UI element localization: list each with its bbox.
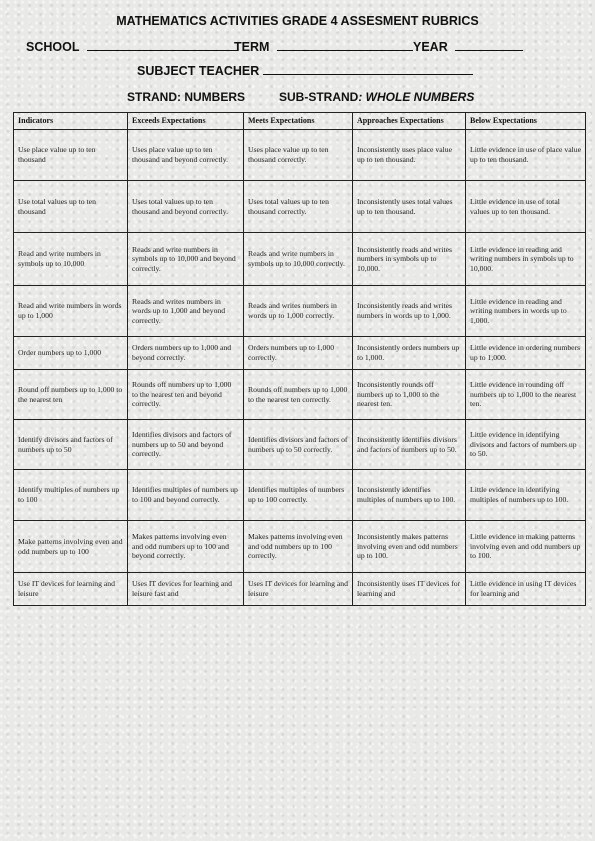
rubric-table-header — [14, 113, 586, 130]
teacher-field[interactable] — [263, 64, 473, 75]
rubric-table — [13, 112, 586, 606]
table-cell: Inconsistently identifies divisors and factors of numbers up to 50. — [353, 420, 466, 470]
table-cell: Little evidence in identifying multiples of numbers up to 100. — [466, 470, 586, 521]
table-cell: Uses IT devices for learning and leisure fast and — [128, 573, 244, 606]
table-cell: Rounds off numbers up to 1,000 to the nearest ten correctly. — [244, 370, 353, 420]
table-cell: Inconsistently orders numbers up to 1,000. — [353, 337, 466, 370]
substrand — [279, 90, 474, 104]
table-cell: Use place value up to ten thousand — [14, 130, 128, 181]
table-cell: Little evidence in making patterns involving even and odd numbers up to 100. — [466, 521, 586, 573]
table-row — [14, 573, 586, 606]
substrand-value: : WHOLE NUMBERS — [358, 90, 475, 104]
table-cell: Little evidence in use of total values up to ten thousand. — [466, 181, 586, 233]
table-cell: Reads and write numbers in symbols up to 10,000 and beyond correctly. — [128, 233, 244, 286]
table-cell: Makes patterns involving even and odd numbers up to 100 and beyond correctly. — [128, 521, 244, 573]
header-row — [14, 113, 586, 130]
table-cell: Reads and writes numbers in words up to 1,000 correctly. — [244, 286, 353, 337]
table-cell: Little evidence in reading and writing numbers in symbols up to 10,000. — [466, 233, 586, 286]
table-row — [14, 370, 586, 420]
table-cell: Uses total values up to ten thousand and beyond correctly. — [128, 181, 244, 233]
table-cell: Inconsistently reads and writes numbers in words up to 1,000. — [353, 286, 466, 337]
column-header: Below Expectations — [466, 113, 586, 130]
table-cell: Uses place value up to ten thousand and beyond correctly. — [128, 130, 244, 181]
column-header: Indicators — [14, 113, 128, 130]
table-cell: Inconsistently identifies multiples of numbers up to 100. — [353, 470, 466, 521]
strand-label: STRAND: NUMBERS — [127, 90, 245, 104]
table-cell: Reads and write numbers in symbols up to 10,000 correctly. — [244, 233, 353, 286]
table-cell: Make patterns involving even and odd numbers up to 100 — [14, 521, 128, 573]
table-cell: Inconsistently reads and writes numbers in symbols up to 10,000. — [353, 233, 466, 286]
table-cell: Order numbers up to 1,000 — [14, 337, 128, 370]
table-cell: Little evidence in reading and writing numbers in words up to 1,000. — [466, 286, 586, 337]
table-cell: Inconsistently rounds off numbers up to 1,000 to the nearest ten. — [353, 370, 466, 420]
table-cell: Identify multiples of numbers up to 100 — [14, 470, 128, 521]
table-cell: Uses place value up to ten thousand correctly. — [244, 130, 353, 181]
substrand-label: SUB-STRAND — [279, 90, 359, 104]
table-cell: Identifies multiples of numbers up to 100 correctly. — [244, 470, 353, 521]
table-row — [14, 521, 586, 573]
column-header: Meets Expectations — [244, 113, 353, 130]
table-cell: Uses IT devices for learning and leisure — [244, 573, 353, 606]
table-cell: Inconsistently uses total values up to ten thousand. — [353, 181, 466, 233]
teacher-label: SUBJECT TEACHER — [137, 64, 260, 78]
table-cell: Orders numbers up to 1,000 correctly. — [244, 337, 353, 370]
table-cell: Little evidence in using IT devices for learning and — [466, 573, 586, 606]
term-label: TERM — [234, 40, 270, 54]
school-label: SCHOOL — [26, 40, 80, 54]
column-header: Exceeds Expectations — [128, 113, 244, 130]
rubric-table-body — [14, 130, 586, 606]
table-row — [14, 233, 586, 286]
table-row — [14, 337, 586, 370]
table-row — [14, 470, 586, 521]
table-cell: Little evidence in ordering numbers up to 1,000. — [466, 337, 586, 370]
table-cell: Identifies multiples of numbers up to 100 and beyond correctly. — [128, 470, 244, 521]
table-row — [14, 286, 586, 337]
table-cell: Inconsistently uses IT devices for learning and — [353, 573, 466, 606]
page-title: MATHEMATICS ACTIVITIES GRADE 4 ASSESMENT RUBRICS — [116, 14, 479, 28]
year-line — [413, 40, 523, 54]
table-cell: Little evidence in identifying divisors and factors of numbers up to 50. — [466, 420, 586, 470]
table-cell: Identifies divisors and factors of numbers up to 50 correctly. — [244, 420, 353, 470]
table-row — [14, 181, 586, 233]
table-cell: Uses total values up to ten thousand correctly. — [244, 181, 353, 233]
table-cell: Read and write numbers in symbols up to 10,000 — [14, 233, 128, 286]
table-cell: Little evidence in use of place value up to ten thousand. — [466, 130, 586, 181]
column-header: Approaches Expectations — [353, 113, 466, 130]
table-row — [14, 130, 586, 181]
table-cell: Identifies divisors and factors of numbers up to 50 and beyond correctly. — [128, 420, 244, 470]
table-cell: Inconsistently makes patterns involving even and odd numbers up to 100. — [353, 521, 466, 573]
year-label: YEAR — [413, 40, 448, 54]
school-field[interactable] — [87, 40, 237, 51]
table-cell: Use total values up to ten thousand — [14, 181, 128, 233]
table-cell: Use IT devices for learning and leisure — [14, 573, 128, 606]
table-cell: Identify divisors and factors of numbers up to 50 — [14, 420, 128, 470]
table-cell: Rounds off numbers up to 1,000 to the nearest ten and beyond correctly. — [128, 370, 244, 420]
teacher-line — [137, 64, 473, 78]
table-cell: Round off numbers up to 1,000 to the nearest ten — [14, 370, 128, 420]
table-cell: Read and write numbers in words up to 1,000 — [14, 286, 128, 337]
year-field[interactable] — [455, 40, 523, 51]
table-row — [14, 420, 586, 470]
term-field[interactable] — [277, 40, 413, 51]
term-line — [234, 40, 413, 54]
table-cell: Makes patterns involving even and odd numbers up to 100 correctly. — [244, 521, 353, 573]
table-cell: Reads and writes numbers in words up to 1,000 and beyond correctly. — [128, 286, 244, 337]
table-cell: Little evidence in rounding off numbers up to 1,000 to the nearest ten. — [466, 370, 586, 420]
table-cell: Orders numbers up to 1,000 and beyond correctly. — [128, 337, 244, 370]
school-line — [26, 40, 237, 54]
table-cell: Inconsistently uses place value up to ten thousand. — [353, 130, 466, 181]
